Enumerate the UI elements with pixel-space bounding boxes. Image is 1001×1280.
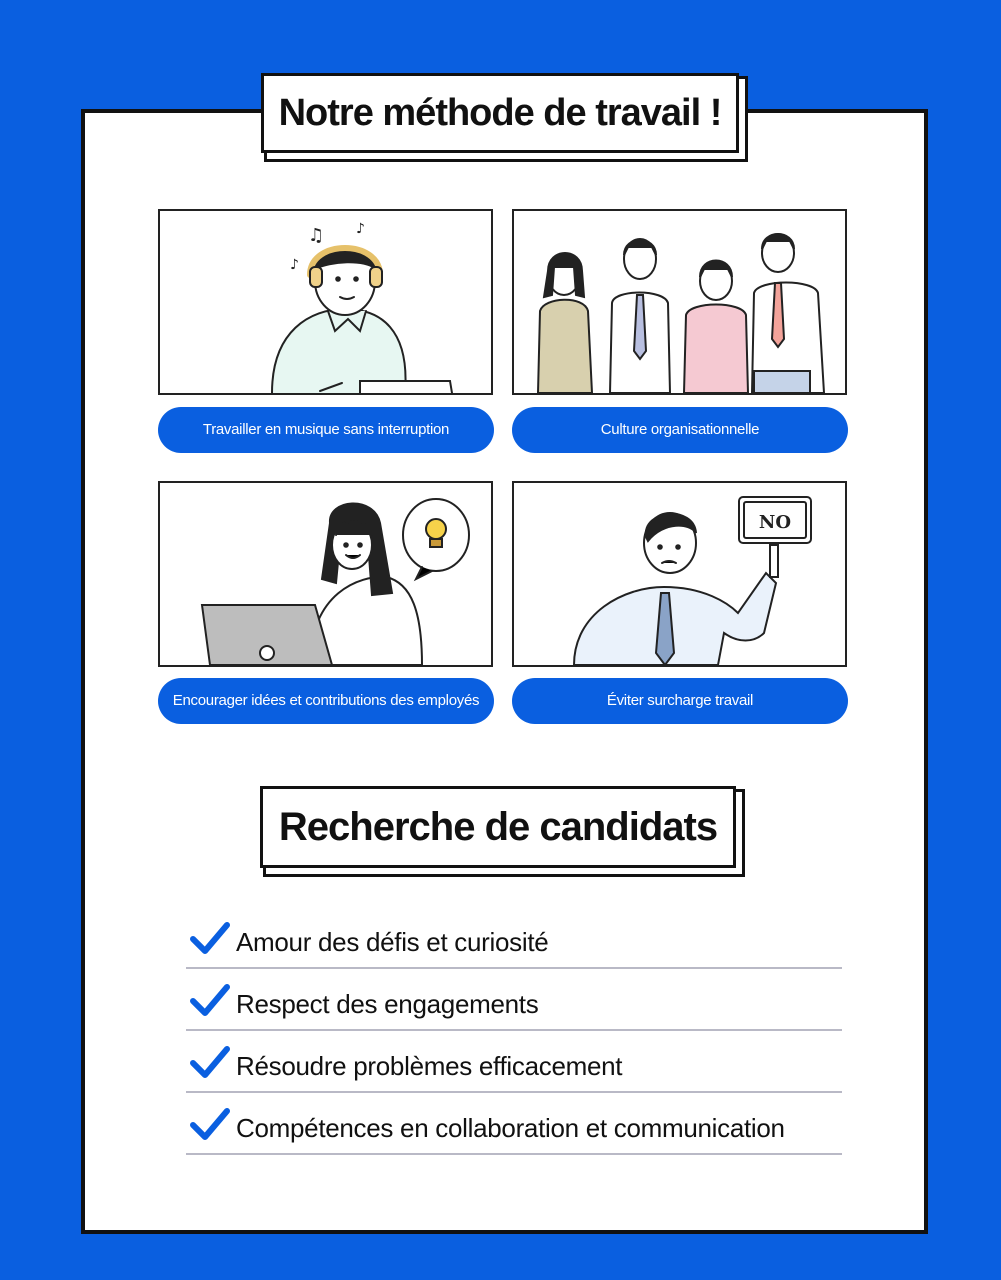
- checkmark-icon: [190, 1045, 230, 1081]
- checkmark-icon: [190, 1107, 230, 1143]
- card-label-music: Travailler en musique sans interruption: [158, 407, 494, 453]
- card-label-culture: Culture organisationnelle: [512, 407, 848, 453]
- trait-text: Amour des défis et curiosité: [236, 927, 549, 957]
- svg-text:♪: ♪: [356, 221, 365, 237]
- method-title: Notre méthode de travail !: [261, 73, 739, 153]
- no-sign-text: NO: [758, 512, 792, 533]
- illustration-ideas-panel: [158, 481, 493, 667]
- illustration-workload-panel: [512, 481, 847, 667]
- card-label-workload: Éviter surcharge travail: [512, 678, 848, 724]
- list-item: [186, 1101, 842, 1155]
- svg-text:♪: ♪: [290, 257, 299, 273]
- svg-text:♫: ♫: [308, 225, 325, 246]
- trait-text: Résoudre problèmes efficacement: [236, 1051, 623, 1081]
- list-item: [186, 1039, 842, 1093]
- checkmark-icon: [190, 921, 230, 957]
- list-item: [186, 915, 842, 969]
- team-illustration: [514, 211, 845, 393]
- trait-text: Compétences en collaboration et communication: [236, 1113, 785, 1143]
- checkmark-icon: [190, 983, 230, 1019]
- trait-text: Respect des engagements: [236, 989, 539, 1019]
- man-no-sign-illustration: [514, 483, 845, 665]
- card-label-ideas: Encourager idées et contributions des employés: [158, 678, 494, 724]
- woman-laptop-illustration: [160, 483, 491, 665]
- illustration-music-panel: [158, 209, 493, 395]
- candidates-title: Recherche de candidats: [260, 786, 736, 868]
- candidate-traits-list: [186, 915, 842, 1155]
- illustration-culture-panel: [512, 209, 847, 395]
- man-headphones-illustration: [160, 211, 491, 393]
- list-item: [186, 977, 842, 1031]
